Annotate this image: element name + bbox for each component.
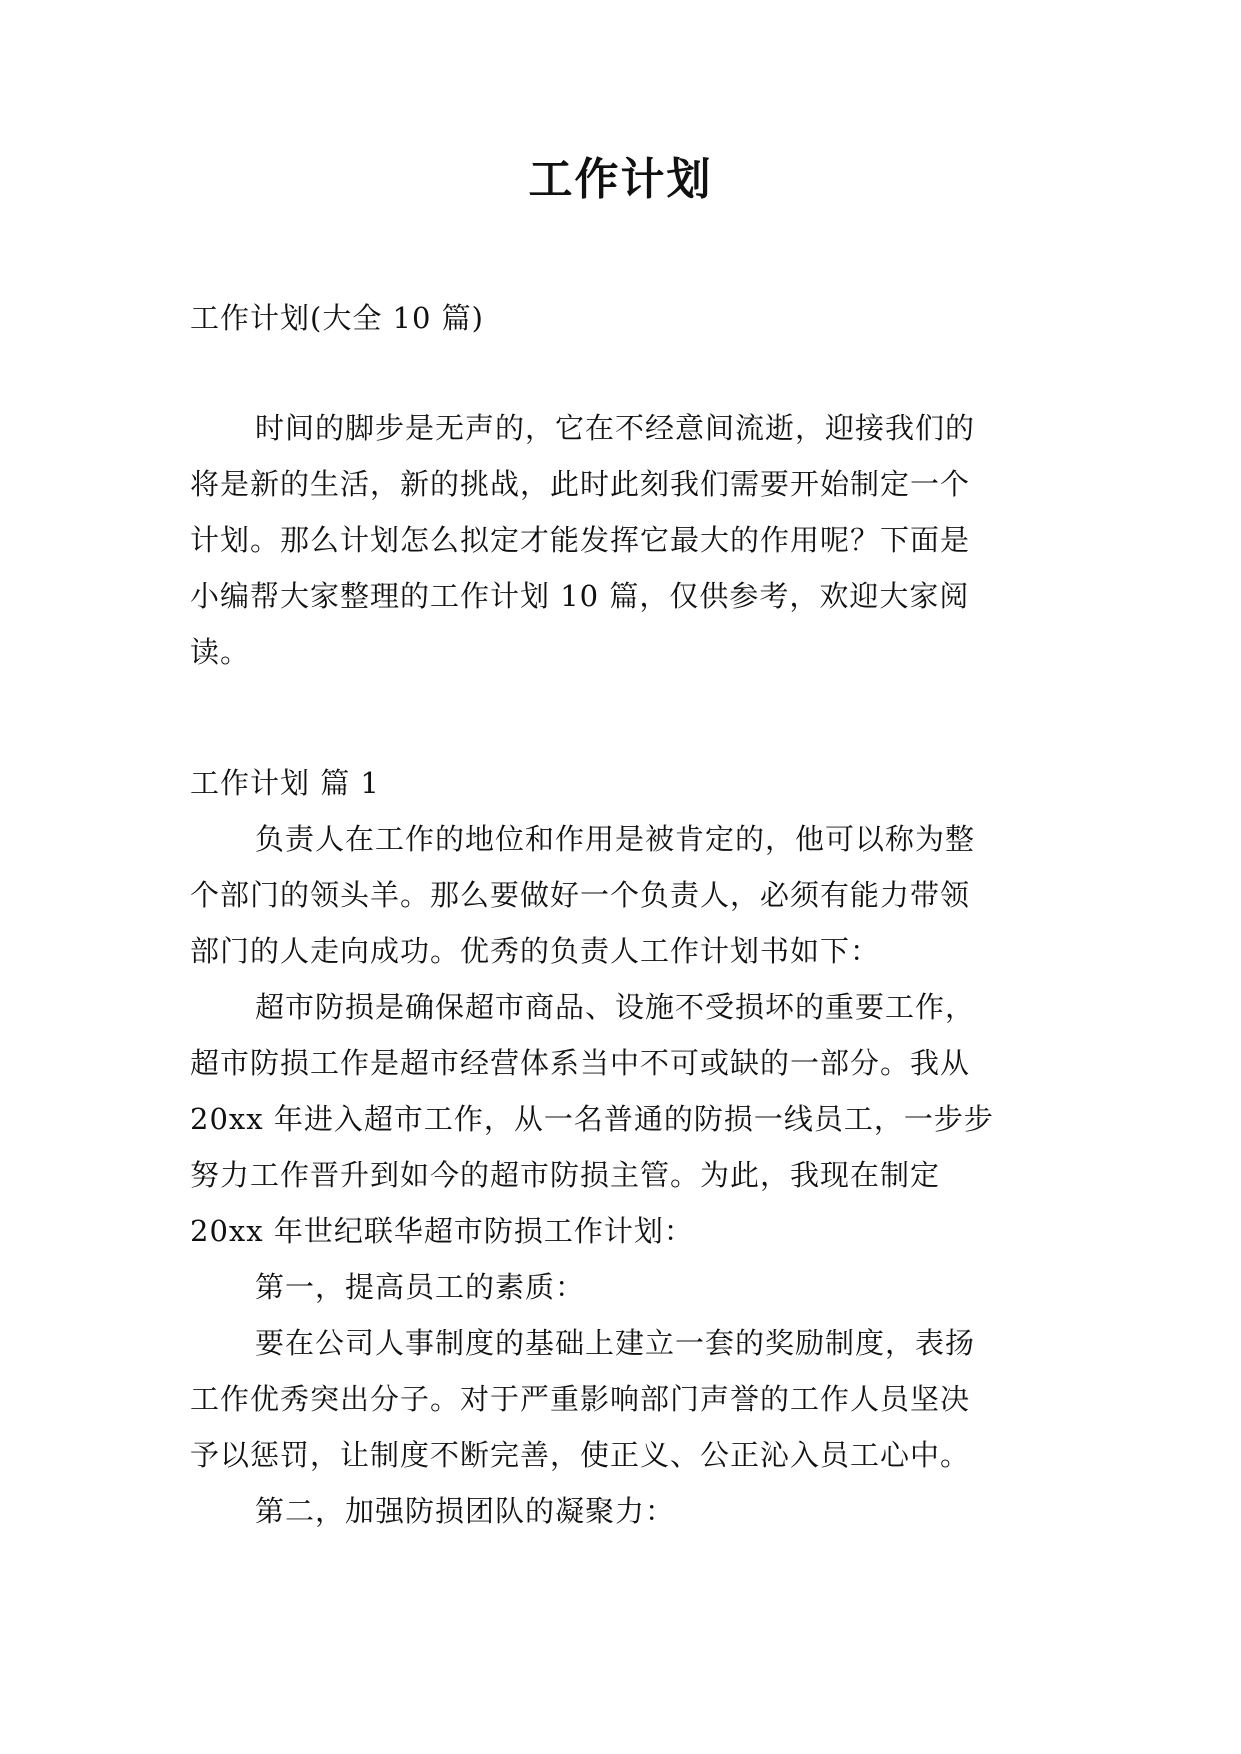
section-line: 个部门的领头羊。那么要做好一个负责人，必须有能力带领 bbox=[190, 878, 971, 912]
section-line: 工作优秀突出分子。对于严重影响部门声誉的工作人员坚决 bbox=[190, 1382, 971, 1416]
section-line: 超市防损工作是超市经营体系当中不可或缺的一部分。我从 bbox=[190, 1046, 971, 1080]
section-line: 20xx 年进入超市工作，从一名普通的防损一线员工，一步步 bbox=[190, 1102, 994, 1136]
section-line: 超市防损是确保超市商品、设施不受损坏的重要工作， bbox=[255, 990, 976, 1024]
section-line: 部门的人走向成功。优秀的负责人工作计划书如下： bbox=[190, 934, 881, 968]
intro-line: 时间的脚步是无声的，它在不经意间流逝，迎接我们的 bbox=[255, 411, 976, 445]
section-line: 努力工作晋升到如今的超市防损主管。为此，我现在制定 bbox=[190, 1158, 941, 1192]
section-heading: 工作计划 篇 1 bbox=[190, 766, 380, 800]
intro-line: 将是新的生活，新的挑战，此时此刻我们需要开始制定一个 bbox=[190, 467, 971, 501]
section-line: 20xx 年世纪联华超市防损工作计划： bbox=[190, 1214, 694, 1248]
intro-line: 小编帮大家整理的工作计划 10 篇，仅供参考，欢迎大家阅 bbox=[190, 579, 970, 613]
intro-line: 计划。那么计划怎么拟定才能发挥它最大的作用呢？下面是 bbox=[190, 523, 971, 557]
document-subtitle: 工作计划(大全 10 篇) bbox=[190, 301, 484, 335]
section-line: 第二，加强防损团队的凝聚力： bbox=[255, 1494, 676, 1528]
page-title: 工作计划 bbox=[528, 154, 713, 205]
intro-line: 读。 bbox=[190, 635, 251, 669]
section-line: 要在公司人事制度的基础上建立一套的奖励制度，表扬 bbox=[255, 1326, 976, 1360]
section-1 bbox=[190, 755, 1070, 1539]
section-line: 予以惩罚，让制度不断完善，使正义、公正沁入员工心中。 bbox=[190, 1438, 971, 1472]
section-line: 负责人在工作的地位和作用是被肯定的，他可以称为整 bbox=[255, 822, 976, 856]
intro-paragraph bbox=[190, 400, 1070, 680]
section-line: 第一，提高员工的素质： bbox=[255, 1270, 586, 1304]
